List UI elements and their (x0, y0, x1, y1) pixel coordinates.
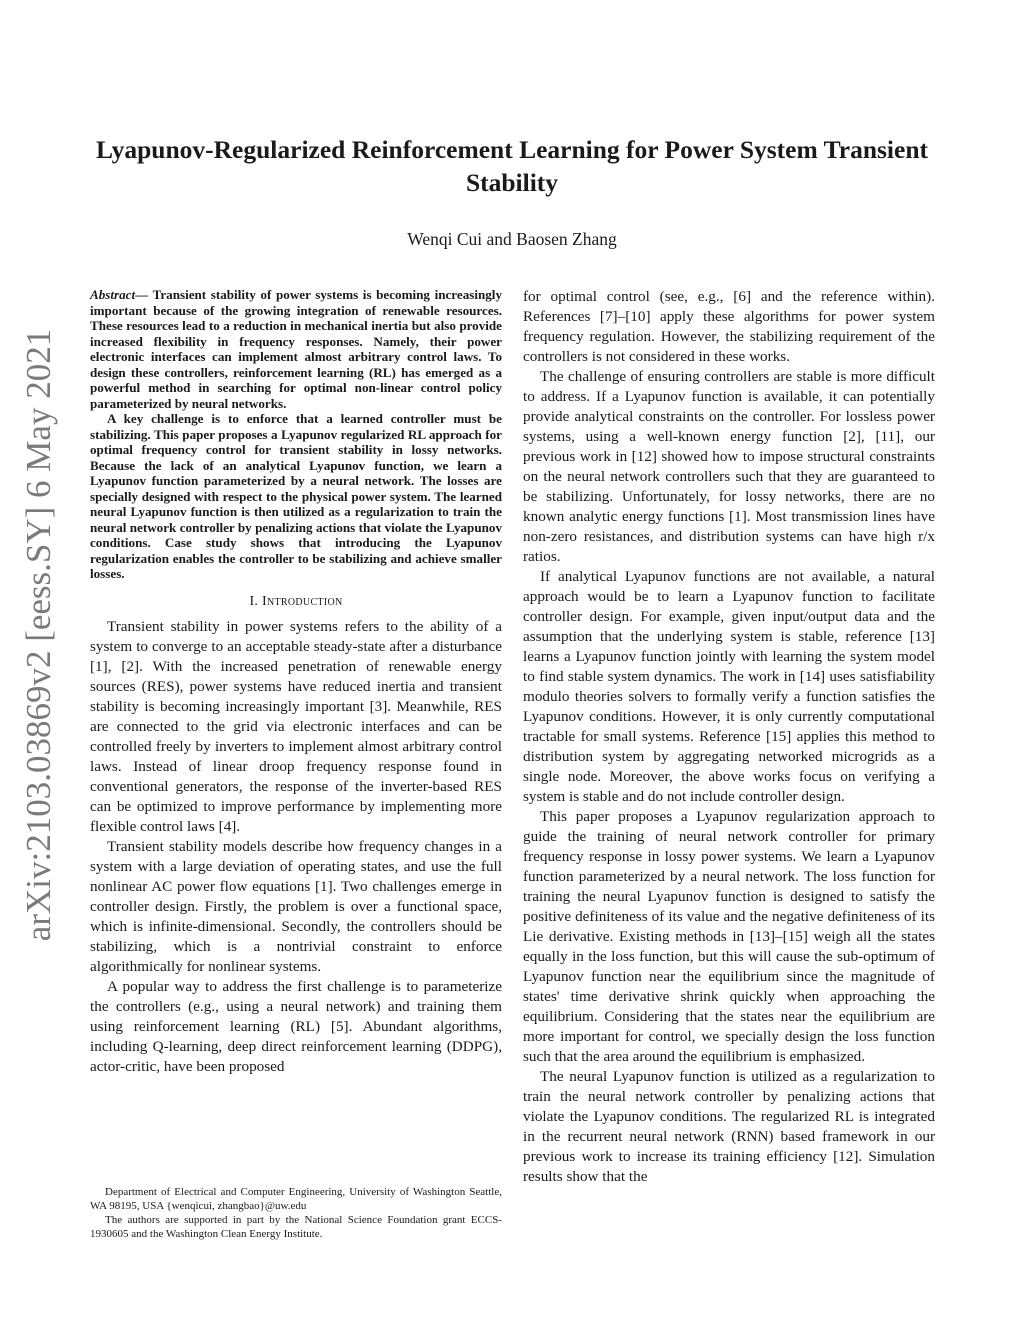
right-column (523, 287, 935, 1187)
abstract-label: Abstract (90, 287, 136, 302)
body-paragraph: The challenge of ensuring controllers are stable is more difficult to address. If a Lyapunov function is available, it can potentially provide analytical constraints on the controller. For lossless power systems, using a well-known energy function [2], [11], our previous work in [12] showed how to impose structural constraints on the neural network controllers such that they are guaranteed to be stabilizing. Unfortunately, for lossy networks, there are no known analytic energy functions [1]. Most transmission lines have non-zero resistances, and distribution systems can have high r/x ratios. (523, 368, 935, 565)
abstract (90, 287, 502, 582)
body-paragraph: This paper proposes a Lyapunov regularization approach to guide the training of neural network controller for primary frequency response in lossy power systems. We learn a Lyapunov function parameterized by a neural network. The loss function for training the neural Lyapunov function is designed to satisfy the positive definiteness of its value and the negative definiteness of its Lie derivative. Existing methods in [13]–[15] weigh all the states equally in the loss function, but this will cause the sub-optimum of Lyapunov function near the equilibrium since the magnitude of states' time derivative shrink quickly when approaching the equilibrium. Considering that the states near the equilibrium are more important for control, we specially design the loss function such that the area around the equilibrium is emphasized. (523, 808, 935, 1065)
paper-authors: Wenqi Cui and Baosen Zhang (407, 229, 617, 249)
left-column (90, 287, 502, 1077)
body-paragraph: Transient stability in power systems refers to the ability of a system to converge to an acceptable steady-state after a disturbance [1], [2]. With the increased penetration of renewable energy sources (RES), power systems have reduced inertia and transient stability is becoming increasingly important [3]. Meanwhile, RES are connected to the grid via electronic interfaces and can be controlled freely by inverters to implement almost arbitrary control laws. Instead of linear droop frequency response found in conventional generators, the response of the inverter-based RES can be optimized to improve performance by implementing more flexible control laws [4]. (90, 617, 502, 835)
arxiv-identifier: arXiv:2103.03869v2 [eess.SY] 6 May 2021 (19, 328, 58, 942)
body-paragraph: Transient stability models describe how frequency changes in a system with a large deviation of operating states, and use the full nonlinear AC power flow equations [1]. Two challenges emerge in controller design. Firstly, the problem is over a functional space, which is infinite-dimensional. Secondly, the controllers should be stabilizing, which is a nontrivial constraint to enforce algorithmically for nonlinear systems. (90, 837, 502, 975)
section-heading-introduction: I. Introduction (249, 593, 343, 609)
footnotes (90, 1185, 502, 1241)
body-paragraph: for optimal control (see, e.g., [6] and the reference within). References [7]–[10] apply these algorithms for power system frequency regulation. However, the stabilizing requirement of the controllers is not considered in these works. (523, 288, 935, 365)
arxiv-side-label (4, 310, 74, 960)
body-paragraph: A popular way to address the first challenge is to parameterize the controllers (e.g., using a neural network) and training them using reinforcement learning (RL) [5]. Abundant algorithms, including Q-learning, deep direct reinforcement learning (DDPG), actor-critic, have been proposed (90, 977, 502, 1075)
body-paragraph: If analytical Lyapunov functions are not available, a natural approach would be to learn a Lyapunov function to facilitate controller design. For example, given input/output data and the assumption that the underlying system is stable, reference [13] learns a Lyapunov function jointly with learning the system model to find stable system dynamics. The work in [14] uses satisfiability modulo theories solvers to formally verify a function satisfies the Lyapunov conditions. However, it is only currently computational tractable for small systems. Reference [15] applies this method to distribution system by aggregating networked microgrids as a single node. Moreover, the above works focus on verifying a system is stable and do not include controller design. (523, 568, 935, 805)
footnote-affiliation: Department of Electrical and Computer Engineering, University of Washington Seattle, WA 98195, USA {wenqicui, zhangbao}@uw.edu (90, 1186, 502, 1212)
footnote-funding: The authors are supported in part by the National Science Foundation grant ECCS-1930605 and the Washington Clean Energy Institute. (90, 1214, 502, 1240)
abstract-paragraph-1: Abstract— Transient stability of power systems is becoming increasingly important because of the growing integration of renewable resources. These resources lead to a reduction in mechanical inertia but also provide increased flexibility in frequency responses. Namely, their power electronic interfaces can implement almost arbitrary control laws. To design these controllers, reinforcement learning (RL) has emerged as a powerful method in searching for optimal non-linear control policy parameterized by neural networks. (90, 287, 502, 411)
body-paragraph: The neural Lyapunov function is utilized as a regularization to train the neural network controller by penalizing actions that violate the Lyapunov conditions. The regularized RL is integrated in the recurrent neural network (RNN) based framework in our previous work to increase its training efficiency [12]. Simulation results show that the (523, 1068, 935, 1185)
paper-title: Lyapunov-Regularized Reinforcement Learning for Power System Transient Stability (96, 135, 928, 197)
abstract-text-1: Transient stability of power systems is becoming increasingly important because of the growing integration of renewable resources. These resources lead to a reduction in mechanical inertia but also provide increased flexibility in frequency responses. Namely, their power electronic interfaces can implement almost arbitrary control laws. To design these controllers, reinforcement learning (RL) has emerged as a powerful method in searching for optimal non-linear control policy parameterized by neural networks. (90, 287, 502, 411)
abstract-paragraph-2: A key challenge is to enforce that a learned controller must be stabilizing. This paper proposes a Lyapunov regularized RL approach for optimal frequency control for transient stability in lossy networks. Because the lack of an analytical Lyapunov function, we learn a Lyapunov function parameterized by a neural network. The losses are specially designed with respect to the physical power system. The learned neural Lyapunov function is then utilized as a regularization to train the neural network controller by penalizing actions that violate the Lyapunov conditions. Case study shows that introducing the Lyapunov regularization enables the controller to be stabilizing and achieve smaller losses. (90, 411, 502, 581)
